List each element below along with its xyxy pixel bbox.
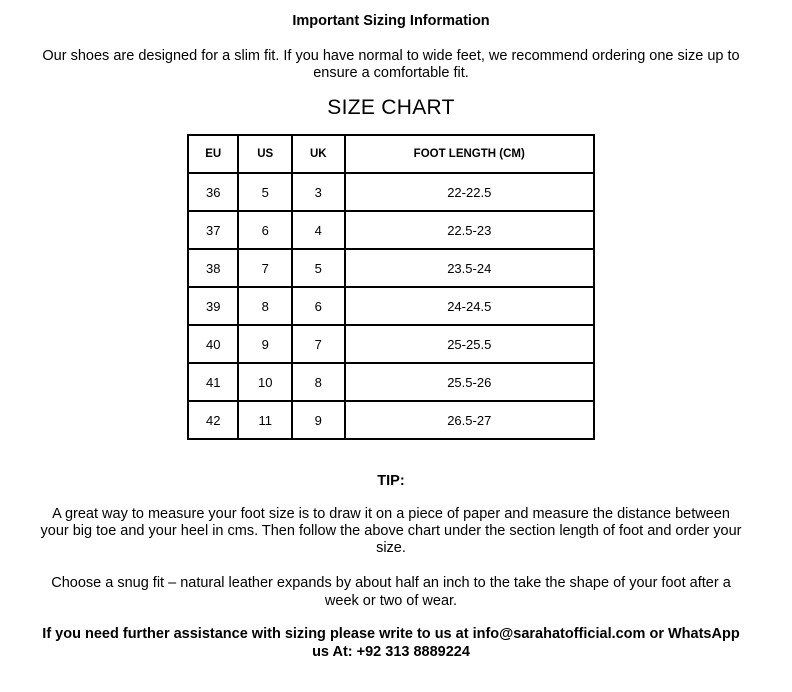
cell-uk: 8: [292, 363, 345, 401]
page-title: Important Sizing Information: [292, 13, 490, 29]
cell-uk: 5: [292, 249, 345, 287]
table-row: [188, 325, 594, 363]
cell-eu: 42: [188, 401, 238, 439]
table-row: [188, 287, 594, 325]
column-header-eu: EU: [188, 135, 238, 173]
table-row: [188, 363, 594, 401]
cell-foot-length: 26.5-27: [345, 401, 594, 439]
cell-uk: 7: [292, 325, 345, 363]
cell-foot-length: 24-24.5: [345, 287, 594, 325]
cell-us: 6: [238, 211, 292, 249]
cell-eu: 36: [188, 173, 238, 211]
table-header-row: [188, 135, 594, 173]
cell-foot-length: 25.5-26: [345, 363, 594, 401]
cell-eu: 39: [188, 287, 238, 325]
cell-us: 10: [238, 363, 292, 401]
cell-us: 8: [238, 287, 292, 325]
cell-uk: 9: [292, 401, 345, 439]
cell-eu: 38: [188, 249, 238, 287]
cell-foot-length: 22-22.5: [345, 173, 594, 211]
table-row: [188, 211, 594, 249]
cell-uk: 3: [292, 173, 345, 211]
size-chart-table: [187, 134, 595, 440]
cell-foot-length: 25-25.5: [345, 325, 594, 363]
cell-us: 5: [238, 173, 292, 211]
cell-uk: 4: [292, 211, 345, 249]
cell-foot-length: 23.5-24: [345, 249, 594, 287]
size-chart-heading: SIZE CHART: [327, 96, 455, 119]
table-row: [188, 173, 594, 211]
tip-label: TIP:: [377, 473, 405, 489]
cell-eu: 41: [188, 363, 238, 401]
tip-measure-paragraph: A great way to measure your foot size is to draw it on a piece of paper and measure the distance between your big toe and your heel in cms. Then follow the above chart under the section length of foot and order your size.: [40, 506, 742, 556]
cell-foot-length: 22.5-23: [345, 211, 594, 249]
table-row: [188, 249, 594, 287]
cell-eu: 40: [188, 325, 238, 363]
cell-us: 11: [238, 401, 292, 439]
column-header-uk: UK: [292, 135, 345, 173]
table-row: [188, 401, 594, 439]
cell-uk: 6: [292, 287, 345, 325]
column-header-foot-length: FOOT LENGTH (CM): [345, 135, 594, 173]
column-header-us: US: [238, 135, 292, 173]
cell-us: 9: [238, 325, 292, 363]
cell-us: 7: [238, 249, 292, 287]
intro-paragraph: Our shoes are designed for a slim fit. If you have normal to wide feet, we recommend ordering one size up to ensure a comfortable fit.: [42, 48, 740, 81]
cell-eu: 37: [188, 211, 238, 249]
contact-paragraph: If you need further assistance with sizing please write to us at info@sarahatofficial.com or WhatsApp us At: +92 313 8889224: [42, 626, 740, 660]
tip-fit-paragraph: Choose a snug fit – natural leather expands by about half an inch to the take the shape of your foot after a week or two of wear.: [51, 575, 731, 609]
